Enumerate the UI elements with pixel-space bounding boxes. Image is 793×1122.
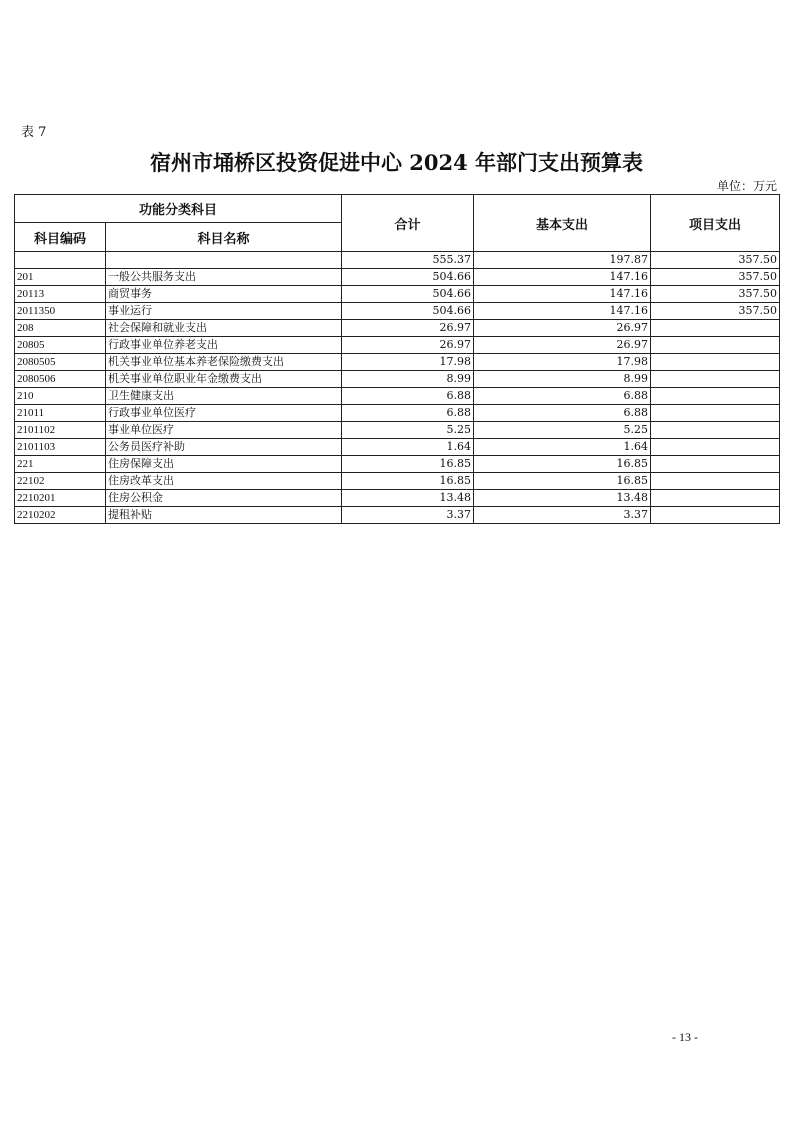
- table-label: 表 7: [21, 125, 47, 140]
- total-cell: 3.37: [342, 507, 474, 524]
- name-cell: 事业单位医疗: [106, 422, 342, 439]
- total-cell: 1.64: [342, 439, 474, 456]
- total-cell: 555.37: [342, 252, 474, 269]
- table-row: [15, 269, 780, 286]
- project-cell: 357.50: [651, 303, 780, 320]
- name-cell: 住房公积金: [106, 490, 342, 507]
- total-cell: 5.25: [342, 422, 474, 439]
- page-number: - 13 -: [672, 1030, 698, 1044]
- code-cell: 2210202: [15, 507, 106, 524]
- column-header-code: 科目编码: [15, 223, 106, 252]
- code-cell: 2080506: [15, 371, 106, 388]
- project-cell: [651, 405, 780, 422]
- total-cell: 26.97: [342, 337, 474, 354]
- name-cell: 提租补贴: [106, 507, 342, 524]
- table-row: [15, 252, 780, 269]
- name-cell: 事业运行: [106, 303, 342, 320]
- basic-cell: 147.16: [474, 303, 651, 320]
- name-cell: 商贸事务: [106, 286, 342, 303]
- name-cell: 公务员医疗补助: [106, 439, 342, 456]
- project-cell: [651, 388, 780, 405]
- table-row: [15, 490, 780, 507]
- name-cell: 机关事业单位职业年金缴费支出: [106, 371, 342, 388]
- table-body: [15, 252, 780, 524]
- project-cell: [651, 473, 780, 490]
- column-header-total: 合计: [342, 195, 474, 252]
- project-cell: [651, 337, 780, 354]
- code-cell: 2210201: [15, 490, 106, 507]
- code-cell: 201: [15, 269, 106, 286]
- project-cell: [651, 439, 780, 456]
- budget-table: [14, 194, 780, 524]
- name-cell: 行政事业单位养老支出: [106, 337, 342, 354]
- basic-cell: 17.98: [474, 354, 651, 371]
- project-cell: [651, 422, 780, 439]
- table-row: [15, 371, 780, 388]
- column-header-basic: 基本支出: [474, 195, 651, 252]
- basic-cell: 13.48: [474, 490, 651, 507]
- unit-note: 单位：万元: [716, 179, 777, 193]
- table-row: [15, 286, 780, 303]
- basic-cell: 26.97: [474, 337, 651, 354]
- basic-cell: 26.97: [474, 320, 651, 337]
- basic-cell: 147.16: [474, 286, 651, 303]
- code-cell: 20805: [15, 337, 106, 354]
- code-cell: 2080505: [15, 354, 106, 371]
- project-cell: [651, 490, 780, 507]
- code-cell: 208: [15, 320, 106, 337]
- name-cell: [106, 252, 342, 269]
- basic-cell: 16.85: [474, 456, 651, 473]
- table-row: [15, 473, 780, 490]
- basic-cell: 6.88: [474, 405, 651, 422]
- name-cell: 一般公共服务支出: [106, 269, 342, 286]
- table-row: [15, 439, 780, 456]
- project-cell: [651, 456, 780, 473]
- code-cell: 21011: [15, 405, 106, 422]
- basic-cell: 147.16: [474, 269, 651, 286]
- table-row: [15, 303, 780, 320]
- project-cell: 357.50: [651, 286, 780, 303]
- table-row: [15, 456, 780, 473]
- project-cell: [651, 371, 780, 388]
- code-cell: 2101103: [15, 439, 106, 456]
- total-cell: 16.85: [342, 456, 474, 473]
- table-row: [15, 354, 780, 371]
- basic-cell: 1.64: [474, 439, 651, 456]
- code-cell: 22102: [15, 473, 106, 490]
- project-cell: 357.50: [651, 252, 780, 269]
- basic-cell: 16.85: [474, 473, 651, 490]
- name-cell: 住房保障支出: [106, 456, 342, 473]
- project-cell: [651, 354, 780, 371]
- total-cell: 17.98: [342, 354, 474, 371]
- table-row: [15, 422, 780, 439]
- code-cell: [15, 252, 106, 269]
- name-cell: 机关事业单位基本养老保险缴费支出: [106, 354, 342, 371]
- name-cell: 住房改革支出: [106, 473, 342, 490]
- table-row: [15, 388, 780, 405]
- basic-cell: 8.99: [474, 371, 651, 388]
- basic-cell: 6.88: [474, 388, 651, 405]
- table-row: [15, 507, 780, 524]
- total-cell: 26.97: [342, 320, 474, 337]
- total-cell: 6.88: [342, 405, 474, 422]
- basic-cell: 3.37: [474, 507, 651, 524]
- page-title: 宿州市埇桥区投资促进中心 2024 年部门支出预算表: [149, 150, 644, 175]
- project-cell: [651, 320, 780, 337]
- total-cell: 504.66: [342, 303, 474, 320]
- column-header-name: 科目名称: [106, 223, 342, 252]
- name-cell: 行政事业单位医疗: [106, 405, 342, 422]
- code-cell: 2011350: [15, 303, 106, 320]
- project-cell: [651, 507, 780, 524]
- name-cell: 社会保障和就业支出: [106, 320, 342, 337]
- total-cell: 504.66: [342, 269, 474, 286]
- code-cell: 210: [15, 388, 106, 405]
- code-cell: 20113: [15, 286, 106, 303]
- total-cell: 8.99: [342, 371, 474, 388]
- table-row: [15, 337, 780, 354]
- total-cell: 16.85: [342, 473, 474, 490]
- column-header-project: 项目支出: [651, 195, 780, 252]
- name-cell: 卫生健康支出: [106, 388, 342, 405]
- total-cell: 6.88: [342, 388, 474, 405]
- code-cell: 221: [15, 456, 106, 473]
- total-cell: 13.48: [342, 490, 474, 507]
- table-row: [15, 405, 780, 422]
- project-cell: 357.50: [651, 269, 780, 286]
- code-cell: 2101102: [15, 422, 106, 439]
- table-header: [15, 195, 780, 252]
- basic-cell: 5.25: [474, 422, 651, 439]
- basic-cell: 197.87: [474, 252, 651, 269]
- total-cell: 504.66: [342, 286, 474, 303]
- table-row: [15, 320, 780, 337]
- group-header-functional-class: 功能分类科目: [15, 195, 342, 223]
